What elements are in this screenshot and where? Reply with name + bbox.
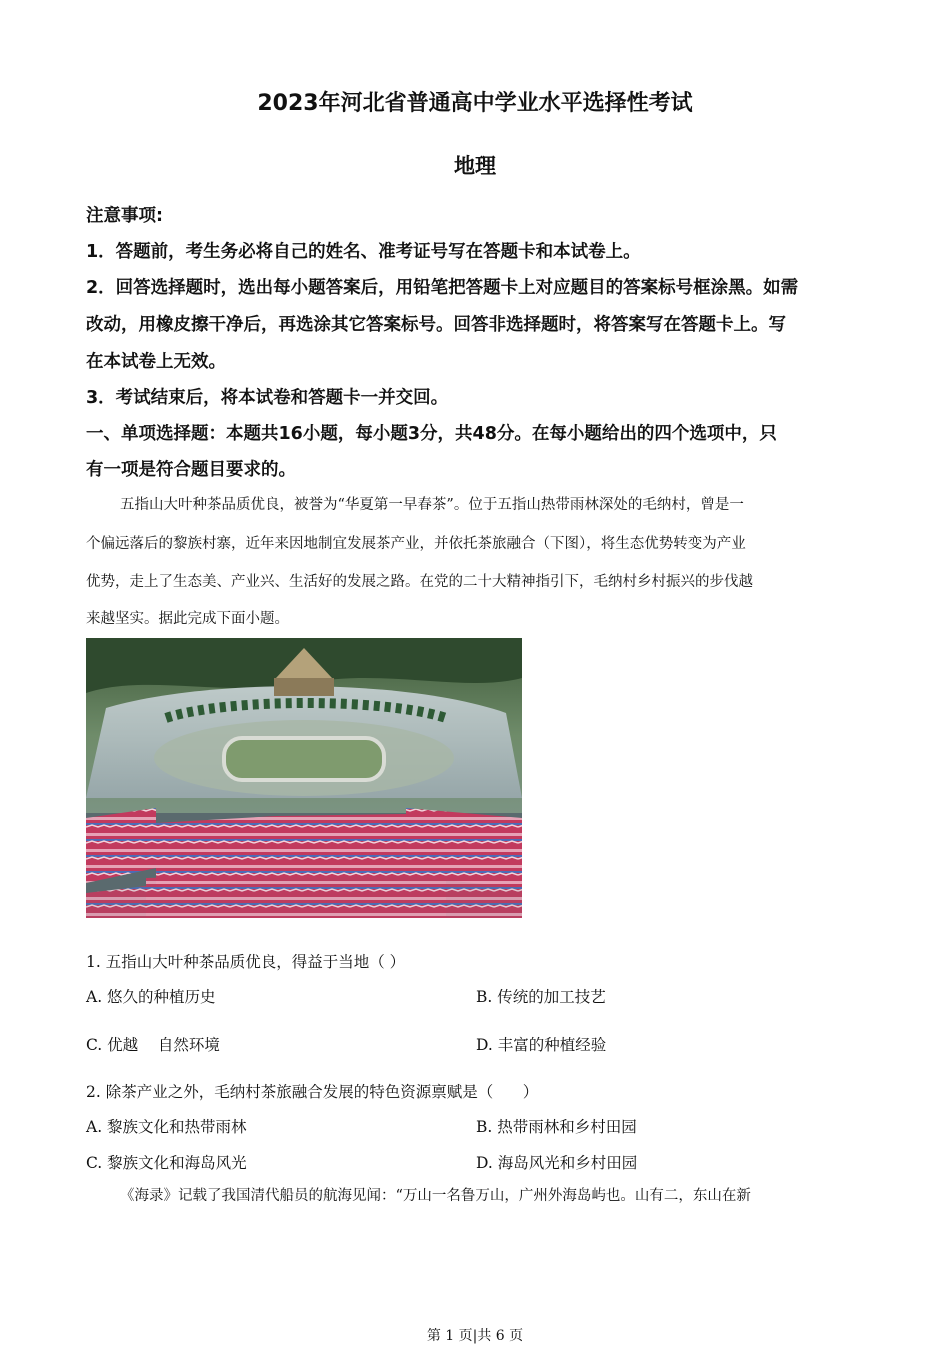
notice-item-2-line-1: 2．回答选择题时，选出每小题答案后，用铅笔把答题卡上对应题目的答案标号框涂黑。如需 xyxy=(86,278,799,298)
question-2-option-a[interactable]: A. 黎族文化和热带雨林 xyxy=(86,1118,247,1136)
notice-item-2-line-2: 改动，用橡皮擦干净后，再选涂其它答案标号。回答非选择题时，将答案写在答题卡上。写 xyxy=(86,315,786,335)
subject-title: 地理 xyxy=(454,154,496,178)
maona-village-photo xyxy=(86,638,522,918)
notice-item-1: 1．答题前，考生务必将自己的姓名、准考证号写在答题卡和本试卷上。 xyxy=(86,242,641,262)
passage-1-line-1: 五指山大叶种茶品质优良，被誉为“华夏第一早春茶”。位于五指山热带雨林深处的毛纳村，曾是一 xyxy=(120,497,744,513)
section-1-instruction-line-2: 有一项是符合题目要求的。 xyxy=(86,460,296,480)
passage-1-line-4: 来越坚实。据此完成下面小题。 xyxy=(86,611,289,627)
notice-heading: 注意事项: xyxy=(86,206,163,226)
notice-item-2-line-3: 在本试卷上无效。 xyxy=(86,352,226,372)
question-2-option-b[interactable]: B. 热带雨林和乡村田园 xyxy=(476,1118,637,1136)
page-footer: 第 1 页|共 6 页 xyxy=(426,1328,524,1344)
passage-1-line-3: 优势，走上了生态美、产业兴、生活好的发展之路。在党的二十大精神指引下，毛纳村乡村振兴的步伐越 xyxy=(86,574,753,590)
question-1-option-a[interactable]: A. 悠久的种植历史 xyxy=(86,988,216,1006)
question-2-stem: 2. 除茶产业之外，毛纳村茶旅融合发展的特色资源禀赋是（ ） xyxy=(86,1083,539,1101)
exam-title: 2023年河北省普通高中学业水平选择性考试 xyxy=(257,91,693,116)
question-1-option-b[interactable]: B. 传统的加工技艺 xyxy=(476,988,606,1006)
notice-item-3: 3．考试结束后，将本试卷和答题卡一并交回。 xyxy=(86,388,449,408)
passage-2-line-1: 《海录》记载了我国清代船员的航海见闻：“万山一名鲁万山，广州外海岛屿也。山有二，东山在新 xyxy=(120,1188,751,1204)
passage-1-line-2: 个偏远落后的黎族村寨，近年来因地制宜发展茶产业，并依托茶旅融合（下图），将生态优势转变为产业 xyxy=(86,536,746,552)
question-1-option-d[interactable]: D. 丰富的种植经验 xyxy=(476,1036,607,1054)
question-1-option-c[interactable]: C. 优越 自然环境 xyxy=(86,1036,220,1054)
question-1-stem: 1. 五指山大叶种茶品质优良，得益于当地（ ） xyxy=(86,953,406,971)
section-1-instruction-line-1: 一、单项选择题：本题共16小题，每小题3分，共48分。在每小题给出的四个选项中，只 xyxy=(86,424,777,444)
question-2-option-d[interactable]: D. 海岛风光和乡村田园 xyxy=(476,1154,638,1172)
question-2-option-c[interactable]: C. 黎族文化和海岛风光 xyxy=(86,1154,247,1172)
